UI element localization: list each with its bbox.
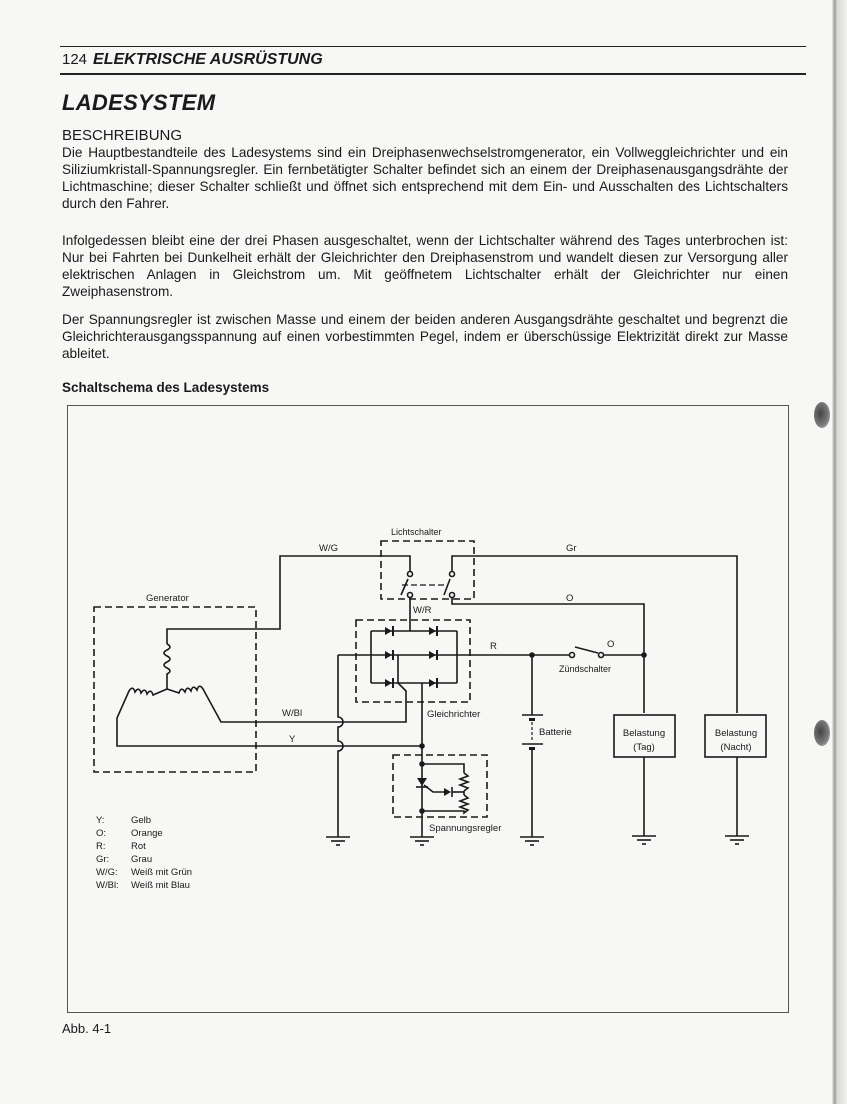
paragraph: Die Hauptbestandteile des Ladesystems sind ein Dreiphasenwechselstromgenerator, ein Vollweggleichrichter und ein Siliziumkristall-Spannungsregler. Ein fernbetätigter Schalter befindet sich an einem der Dreiphasenausgangsdrähte der Lichtmaschine; dieser Schalter schließt und öffnet sich entsprechend mit dem Ein- und Ausschalten des Lichtschalters durch den Fahrer. — [62, 145, 788, 211]
coil-left — [117, 688, 341, 746]
page-title: LADESYSTEM — [62, 90, 216, 115]
circuit-diagram — [68, 406, 788, 1012]
ground-symbols — [326, 836, 749, 845]
regulator-label: Spannungsregler — [429, 823, 502, 834]
header-rule-top — [60, 46, 806, 47]
paragraph: Der Spannungsregler ist zwischen Masse und einem der beiden anderen Ausgangsdrähte geschaltet und begrenzt die Gleichrichterausgangsspannung auf einen vorbestimmten Pegel, indem er überschüssige Elektrizität direkt zur Masse ableitet. — [62, 312, 788, 361]
wire-label-wg: W/G — [319, 543, 338, 554]
load-night-label: Belastung — [714, 728, 758, 739]
wire-label-wr: W/R — [413, 605, 432, 616]
legend-code: Y: — [96, 815, 105, 826]
header-rule-bottom — [60, 73, 806, 75]
zener-diode — [444, 788, 451, 796]
wire-label-y: Y — [289, 734, 296, 745]
legend-code: R: — [96, 841, 106, 852]
resistor-bottom — [422, 795, 468, 813]
legend-code: W/Bl: — [96, 880, 119, 891]
generator-box — [94, 607, 256, 772]
rectifier-box — [356, 620, 470, 702]
legend-code: Gr: — [96, 854, 110, 865]
page-number: 124 — [62, 51, 88, 68]
page-binding-edge — [832, 0, 847, 1104]
wire-gr — [452, 556, 737, 713]
generator-label: Generator — [146, 593, 189, 604]
battery-label: Batterie — [539, 727, 572, 738]
coil-right — [167, 686, 341, 722]
legend-meaning: Weiß mit Grün — [131, 867, 193, 878]
ignition-switch-label: Zündschalter — [559, 664, 612, 674]
wire-label-r: R — [490, 641, 497, 652]
punch-hole — [814, 720, 830, 746]
rectifier-diodes — [385, 626, 438, 688]
legend-code: W/G: — [96, 867, 118, 878]
load-day-label: Belastung — [622, 728, 666, 739]
paragraph: Infolgedessen bleibt eine der drei Phasen ausgeschaltet, wenn der Lichtschalter während des Tages unterbrochen ist: Nur bei Fahrten bei Dunkelheit erhält der Gleichrichter den Dreiphasenstrom und wandelt diesen zur Versorgung aller elektrischen Anlagen in Gleichstrom um. Mit geöffnetem Lichtschalter erhält der Gleichrichter nur einen Zweiphasenstrom. — [62, 233, 788, 299]
legend-meaning: Rot — [131, 841, 146, 852]
resistor-top — [460, 773, 468, 791]
rectifier-label: Gleichrichter — [427, 709, 481, 720]
legend-meaning: Weiß mit Blau — [131, 880, 190, 891]
punch-hole — [814, 402, 830, 428]
legend-meaning: Gelb — [131, 815, 152, 826]
color-legend — [96, 815, 192, 891]
wire-label-o: O — [566, 593, 574, 604]
thyristor — [417, 778, 427, 786]
wire-label-gr: Gr — [566, 543, 577, 554]
wire-label-wbl: W/Bl — [282, 708, 303, 719]
load-day-sub: (Tag) — [633, 742, 655, 753]
light-switch-label: Lichtschalter — [391, 527, 442, 537]
figure-caption: Schaltschema des Ladesystems — [62, 380, 270, 395]
wire-wg — [280, 556, 410, 610]
coil-top — [164, 644, 170, 689]
running-header — [62, 51, 323, 69]
load-night-sub: (Nacht) — [720, 742, 752, 753]
legend-meaning: Grau — [131, 854, 153, 865]
legend-meaning: Orange — [131, 828, 163, 839]
wire-label-o-ign: O — [607, 639, 615, 650]
subheading: BESCHREIBUNG — [62, 127, 183, 144]
diagram-frame — [67, 405, 789, 1013]
section-title: ELEKTRISCHE AUSRÜSTUNG — [93, 51, 323, 68]
figure-label: Abb. 4-1 — [62, 1021, 112, 1036]
legend-code: O: — [96, 828, 107, 839]
light-switch-box — [381, 541, 474, 599]
